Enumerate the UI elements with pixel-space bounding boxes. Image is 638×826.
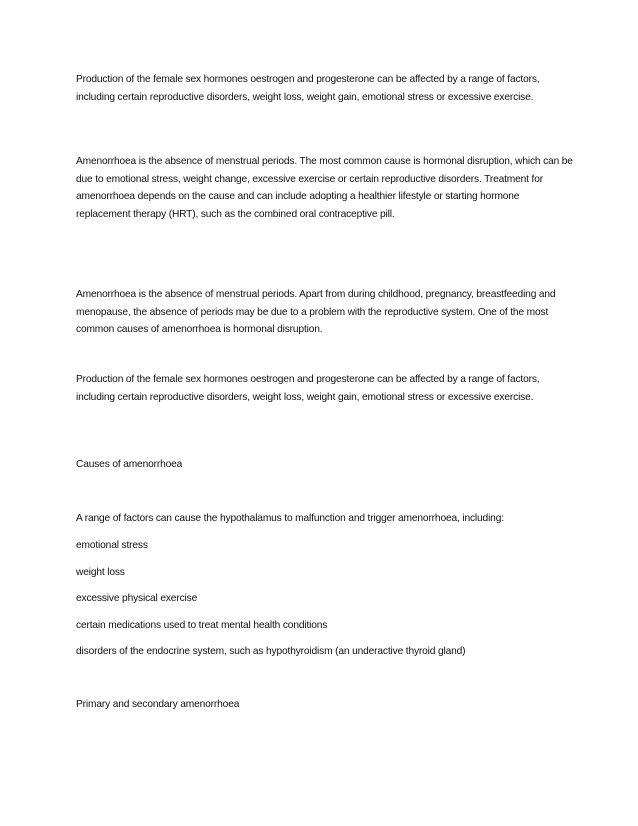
paragraph-hormone-production: Production of the female sex hormones oestrogen and progesterone can be affected by a range of factors, including certain reproductive disorders, weight loss, weight gain, emotional stress or excessive exercise.: [76, 74, 540, 103]
list-item: certain medications used to treat mental health conditions: [76, 620, 328, 631]
paragraph-amenorrhoea-treatment: Amenorrhoea is the absence of menstrual periods. The most common cause is hormonal disruption, which can be due to emotional stress, weight change, excessive exercise or certain reproductive disorders. Treatment for amenorrhoea depends on the cause and can include adopting a healthier lifestyle or starting hormone replacement therapy (HRT), such as the combined oral contraceptive pill.: [76, 156, 573, 220]
heading-causes: Causes of amenorrhoea: [76, 459, 183, 470]
paragraph-hormone-production-repeat: Production of the female sex hormones oestrogen and progesterone can be affected by a range of factors, including certain reproductive disorders, weight loss, weight gain, emotional stress or excessive exercise.: [76, 374, 540, 403]
list-item: disorders of the endocrine system, such as hypothyroidism (an underactive thyroid gland): [76, 646, 466, 657]
heading-primary-secondary: Primary and secondary amenorrhoea: [76, 699, 240, 710]
list-item: weight loss: [76, 567, 125, 578]
list-item: emotional stress: [76, 540, 148, 551]
causes-intro: A range of factors can cause the hypothalamus to malfunction and trigger amenorrhoea, including:: [76, 513, 504, 524]
list-item: excessive physical exercise: [76, 593, 198, 604]
paragraph-amenorrhoea-definition: Amenorrhoea is the absence of menstrual periods. Apart from during childhood, pregnancy, breastfeeding and menopause, the absence of periods may be due to a problem with the reproductive system. One of the most common causes of amenorrhoea is hormonal disruption.: [76, 289, 556, 335]
